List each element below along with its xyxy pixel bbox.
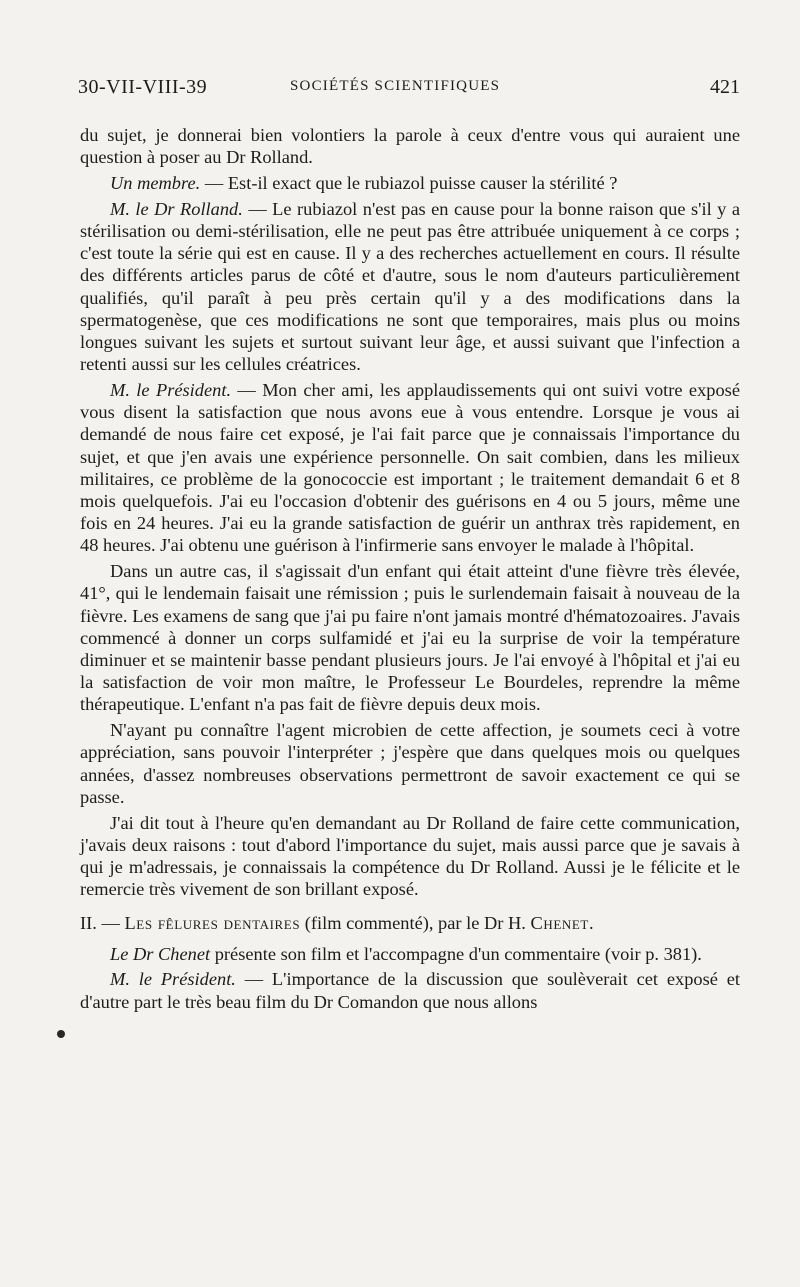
paragraph: Dans un autre cas, il s'agissait d'un enfant qui était atteint d'une fièvre très élevée, 41°, qui le lendemain faisait une rémission ; puis le surlendemain faisait à nouveau de la fièvre. Les examens de sang que j'ai pu faire n'ont jamais montré d'hématozoaires. J'avais commencé à donner un corps sulfamidé et j'ai eu la surprise de voir la température diminuer et se maintenir basse pendant plusieurs jours. Je l'ai envoyé à l'hôpital et j'ai eu la satisfaction de voir mon maître, le Professeur Le Bourdeles, reprendre la même thérapeutique. L'enfant n'a pas fait de fièvre depuis deux mois. — [80, 561, 740, 715]
section-heading-text: (film commenté), par le Dr H. — [300, 913, 531, 934]
margin-bullet-mark — [57, 1030, 65, 1038]
paragraph-text: — Est-il exact que le rubiazol puisse causer la stérilité ? — [200, 173, 618, 193]
paragraph — [80, 172, 740, 194]
paragraph-text: présente son film et l'accompagne d'un commentaire (voir p. 381). — [210, 943, 702, 964]
paragraph — [80, 968, 740, 1012]
page-number: 421 — [710, 76, 740, 98]
section-heading: II. — Les fêlures dentaires (film commenté), par le Dr H. Chenet. — [80, 913, 595, 934]
paragraph — [80, 943, 740, 965]
paragraph: N'ayant pu connaître l'agent microbien de cette affection, je soumets ceci à votre appréciation, sans pouvoir l'interpréter ; j'espère que dans quelques mois ou quelques années, d'assez nombreuses observations permettront de savoir exactement ce qui se passe. — [80, 720, 740, 807]
paragraph: J'ai dit tout à l'heure qu'en demandant au Dr Rolland de faire cette communication, j'avais deux raisons : tout d'abord l'importance du sujet, mais aussi parce que je savais à qui je m'adressais, je connaissais la compétence du Dr Rolland. Aussi je le félicite et le remercie très vivement de son brillant exposé. — [80, 812, 740, 900]
section-author: Chenet. — [530, 913, 595, 934]
speaker-label: Le Dr Chenet — [110, 943, 211, 964]
section-number: II. — [80, 913, 97, 934]
paragraph-text: — L'importance de la discussion que soulèverait cet exposé et d'autre part le très beau film du Dr Comandon que nous allons — [80, 969, 740, 1012]
paragraph-text: — Le rubiazol n'est pas en cause pour la bonne raison que s'il y a stérilisation ou demi-stérilisation, elle ne peut pas être attribuée uniquement à ce corps ; c'est toute la série qui est en cause. Il y a des recherches actuellement en cours. Il résulte des différents articles parus de côté et d'autre, sous le nom d'auteurs particulièrement qualifiés, qu'il paraît à peu près certain qu'il y a des modifications dans la spermatogenèse, que ces modifications ne sont que temporaires, mais plus ou moins longues suivant les sujets et surtout suivant leur âge, et aussi suivant que l'infection a retenti aussi sur les cellules créatrices. — [80, 198, 740, 375]
speaker-label: Un membre. — [110, 173, 201, 193]
issue-date: 30-VII-VIII-39 — [78, 76, 208, 98]
speaker-label: M. le Dr Rolland. — [110, 198, 243, 219]
body-text — [80, 124, 740, 1013]
section-title: SOCIÉTÉS SCIENTIFIQUES — [290, 78, 501, 94]
paragraph: du sujet, je donnerai bien volontiers la parole à ceux d'entre vous qui auraient une question à poser au Dr Rolland. — [80, 125, 740, 168]
speaker-label: M. le Président. — [110, 969, 236, 990]
section-title-text: Les fêlures dentaires — [124, 913, 301, 934]
paragraph — [80, 379, 740, 557]
running-header — [78, 76, 740, 106]
paragraph — [80, 198, 740, 376]
paragraph-text: — Mon cher ami, les applaudissements qui ont suivi votre exposé vous disent la satisfaction que nous avons eue à vous entendre. Lorsque je vous ai demandé de nous faire cet exposé, je l'ai fait parce que je connaissais l'importance du sujet, et que j'en avais une expérience personnelle. On sait combien, dans les milieux militaires, ce problème de la gonococcie est important ; le traitement demandait 6 et 8 mois quelquefois. J'ai eu l'occasion d'obtenir des guérisons en 4 ou 5 jours, même une fois en 24 heures. J'ai eu la grande satisfaction de guérir un anthrax très rapidement, en 48 heures. J'ai obtenu une guérison à l'infirmerie sans envoyer le malade à l'hôpital. — [80, 380, 741, 556]
speaker-label: M. le Président. — [110, 380, 232, 401]
